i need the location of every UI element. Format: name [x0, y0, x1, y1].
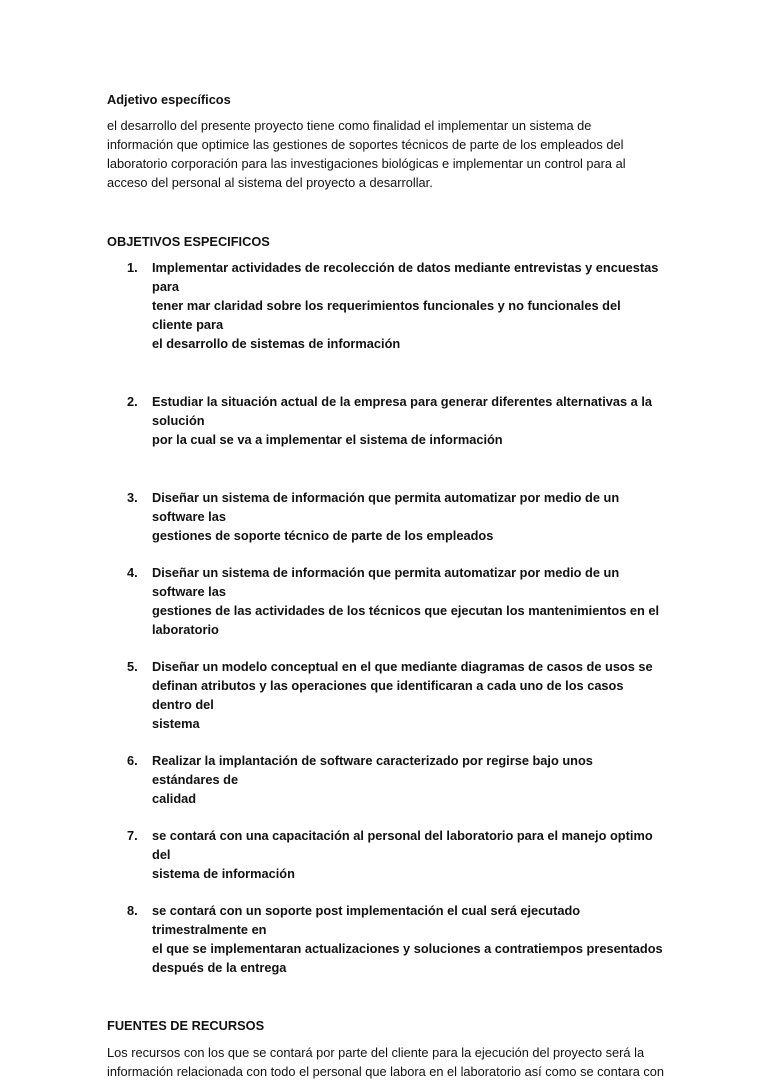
list-item-text	[152, 826, 664, 883]
list-item-line: gestiones de soporte técnico de parte de los empleados	[152, 528, 494, 543]
objectives-list	[107, 258, 664, 977]
list-item-number: 6.	[127, 753, 138, 768]
list-item-line: por la cual se va a implementar el sistema de información	[152, 432, 503, 447]
list-item-line: Realizar la implantación de software caracterizado por regirse bajo unos estándares de	[152, 753, 593, 787]
funding-line: Los recursos con los que se contará por parte del cliente para la ejecución del proyecto será la	[107, 1045, 645, 1060]
list-item-text	[152, 258, 664, 353]
list-item	[107, 751, 664, 808]
intro-line: el desarrollo del presente proyecto tiene como finalidad el implementar un sistema de	[107, 118, 592, 133]
list-item-line: Diseñar un modelo conceptual en el que mediante diagramas de casos de usos se	[152, 659, 653, 674]
list-item	[107, 258, 664, 353]
list-item-line: sistema	[152, 716, 200, 731]
list-item-line: definan atributos y las operaciones que identificaran a cada uno de los casos dentro del	[152, 678, 624, 712]
list-item-line: el desarrollo de sistemas de información	[152, 336, 401, 351]
intro-paragraph	[107, 116, 664, 192]
list-item-line: Diseñar un sistema de información que permita automatizar por medio de un software las	[152, 565, 620, 599]
list-item-line: gestiones de las actividades de los técnicos que ejecutan los mantenimientos en el	[152, 603, 660, 618]
list-item-line: calidad	[152, 791, 197, 806]
list-item-text	[152, 488, 664, 545]
document-title: Adjetivo específicos	[107, 92, 231, 107]
list-item-line: se contará con una capacitación al personal del laboratorio para el manejo optimo del	[152, 828, 653, 862]
list-item-line: después de la entrega	[152, 960, 287, 975]
list-item-line: Diseñar un sistema de información que permita automatizar por medio de un software las	[152, 490, 620, 524]
list-item-number: 7.	[127, 828, 138, 843]
list-item-number: 4.	[127, 565, 138, 580]
list-item	[107, 826, 664, 883]
list-item-number: 1.	[127, 260, 138, 275]
funding-heading: FUENTES DE RECURSOS	[107, 1018, 265, 1033]
list-item-number: 5.	[127, 659, 138, 674]
objectives-heading: OBJETIVOS ESPECIFICOS	[107, 234, 270, 249]
list-item-text	[152, 657, 664, 733]
list-item-line: tener mar claridad sobre los requerimientos funcionales y no funcionales del cliente para	[152, 298, 621, 332]
list-item-line: sistema de información	[152, 866, 295, 881]
intro-line: información que optimice las gestiones de soportes técnicos de parte de los empleados del	[107, 137, 624, 152]
list-item-text	[152, 392, 664, 449]
list-item-line: Estudiar la situación actual de la empresa para generar diferentes alternativas a la solución	[152, 394, 653, 428]
intro-line: acceso del personal al sistema del proyecto a desarrollar.	[107, 175, 433, 190]
list-item-number: 3.	[127, 490, 138, 505]
funding-line: información relacionada con todo el personal que labora en el laboratorio así como se contara con	[107, 1064, 665, 1079]
list-item-line: Implementar actividades de recolección de datos mediante entrevistas y encuestas para	[152, 260, 659, 294]
list-item-line: se contará con un soporte post implementación el cual será ejecutado trimestralmente en	[152, 903, 581, 937]
list-item-number: 2.	[127, 394, 138, 409]
list-item-line: laboratorio	[152, 622, 219, 637]
funding-paragraph	[107, 1043, 664, 1081]
list-item-number: 8.	[127, 903, 138, 918]
list-item	[107, 563, 664, 639]
list-item-line: el que se implementaran actualizaciones y soluciones a contratiempos presentados	[152, 941, 663, 956]
list-item-text	[152, 563, 664, 639]
intro-line: laboratorio corporación para las investigaciones biológicas e implementar un control para al	[107, 156, 626, 171]
list-item	[107, 657, 664, 733]
list-item	[107, 901, 664, 977]
list-item-text	[152, 751, 664, 808]
list-item-text	[152, 901, 664, 977]
list-item	[107, 488, 664, 545]
list-item	[107, 392, 664, 449]
